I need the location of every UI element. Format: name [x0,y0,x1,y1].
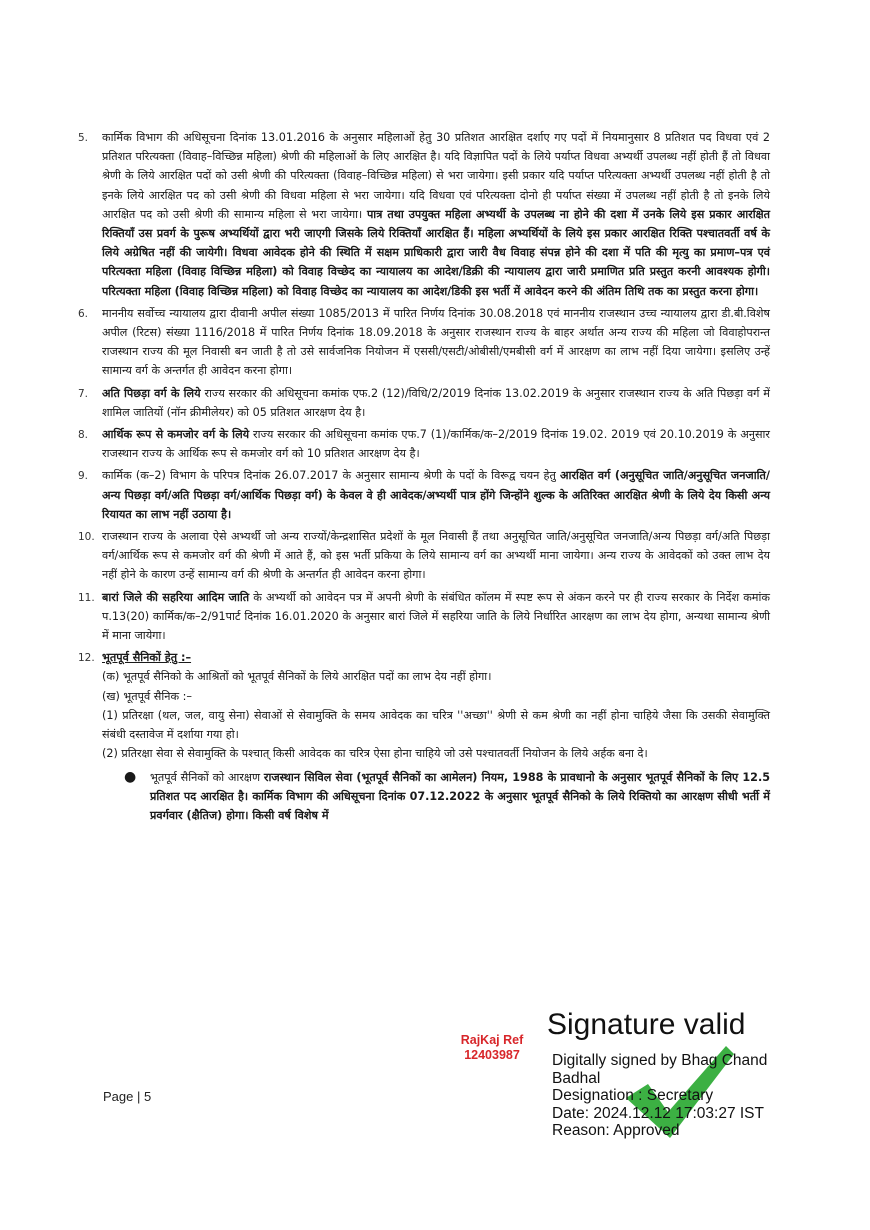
clause-number: 6. [78,307,89,320]
sub-clause-kha: (ख) भूतपूर्व सैनिक :– [102,689,192,703]
clause-number: 5. [78,132,89,144]
clause-text: राज्य सरकार की अधिसूचना कमांक एफ.2 (12)/विधि/2/2019 दिनांक 13.02.2019 के अनुसार राजस्थान राज्य के अति पिछड़ा वर्ग में शामिल जातियों (नॉन क्रीमीलेयर) को 05 प्रतिशत आरक्षण देय है। [102,386,770,419]
clause-number: 11. [78,591,95,604]
clause-number: 12. [78,652,95,665]
designation-line: Designation : Secretary [552,1087,714,1104]
clause-6 [78,304,770,381]
clause-number: 9. [78,470,89,483]
clause-9 [78,466,770,524]
clause-lead: आर्थिक रूप से कमजोर वर्ग के लिये [102,428,250,442]
rajkaj-reference [455,1033,529,1063]
clause-bold-text: पात्र तथा उपयुक्त महिला अभ्यर्थी के उपलब्ध ना होने की दशा में उनके लिये इस प्रकार आरक्षित रिक्तियॉं उस प्रवर्ग के पुरूष अभ्यर्थियों द्वारा भरी जाएगी जिसके लिये रिक्तियॉं आरक्षित हैं। महिला अभ्यर्थियों के लिये इस प्रकार आरक्षित रिक्ति पश्चातवर्ती वर्ष के लिये अग्रेषित नहीं की जायेगी। विधवा आवेदक होने की स्थिति में सक्षम प्राधिकारी द्वारा जारी वैध विवाह संपन्न होने की दशा में पति की मृत्यु का प्रमाण–पत्र एवं परित्यक्ता महिला (विवाह विच्छिन्न महिला) को विवाह विच्छेद का न्यायालय का आदेश/डिक्री की न्यायालय द्वारा जारी प्रमाणित प्रति प्रस्तुत करनी आवश्यक होगी। परित्यक्ता महिला (विवाह विच्छिन्न महिला) को विवाह विच्छेद का न्यायालय का आदेश/डिकी इस भर्ती में आवेदन करने की अंतिम तिथि तक का प्रस्तुत करना होगा। [102,207,771,298]
clause-text: कार्मिक (क–2) विभाग के परिपत्र दिनांक 26.07.2017 के अनुसार सामान्य श्रेणी के पदों के विरूद्व चयन हेतु [102,469,556,483]
bullet-text: भूतपूर्व सैनिकों को आरक्षण [150,770,261,784]
clause-text: माननीय सर्वोच्च न्यायालय द्वारा दीवानी अपील संख्या 1085/2013 में पारित निर्णय दिनांक 30.08.2018 एवं माननीय राजस्थान उच्च न्यायालय द्वारा डी.बी.विशेष अपील (रिटस) संख्या 1116/2018 में पारित निर्णय दिनांक 18.09.2018 के अनुसार राजस्थान राज्य के बाहर अर्थात अन्य राज्य की महिला जो विवाहोपरान्त राजस्थान राज्य की मूल निवासी बन जाती है तो उसे सार्वजनिक नियोजन में एससी/एसटी/ओबीसी/एमबीसी वर्ग में आरक्षण का लाभ नहीं दिया जायेगा। इसलिए उन्हें सामान्य वर्ग के अन्तर्गत ही आवेदन करना होगा। [102,306,770,378]
page-number: Page | 5 [103,1089,152,1104]
bullet-item [124,768,770,826]
clause-number: 7. [78,387,89,400]
clause-text: कार्मिक विभाग की अधिसूचना दिनांक 13.01.2016 के अनुसार महिलाओं हेतु 30 प्रतिशत आरक्षित दर्शाए गए पदों में नियमानुसार 8 प्रतिशत पद विधवा एवं 2 प्रतिशत परित्यक्ता (विवाह–विच्छिन्न महिला) श्रेणी की महिलाओं के लिए आरक्षित है। यदि विज्ञापित पदों के लिये पर्याप्त विधवा अभ्यर्थी उपलब्ध नहीं होती हैं तो विधवा श्रेणी के लिये आरक्षित पदों को उसी श्रेणी की परित्यक्ता (विवाह–विच्छिन्न महिला) से भरा जायेगा। इसी प्रकार यदि पर्याप्त परित्यक्ता अभ्यर्थी उपलब्ध नहीं होती है तो इनके लिये आरक्षित पद को उसी श्रेणी की विधवा महिला से भरा जायेगा। यदि विधवा एवं परित्यक्ता दोनो ही पर्याप्त संख्या में उपलब्ध नहीं होती है तो इनके लिये आरक्षित पद को उसी श्रेणी की सामान्य महिला से भरा जायेगा। [102,131,770,221]
clause-lead: अति पिछड़ा वर्ग के लिये [102,386,201,400]
clause-lead: बारां जिले की सहरिया आदिम जाति [102,590,250,604]
bullet-icon: ● [124,768,137,785]
clause-text: के अभ्यर्थी को आवेदन पत्र में अपनी श्रेणी के संबंधित कॉलम में स्पष्ट रूप से अंकन करने पर ही राज्य सरकार के निर्देश कमांक प.13(20) कार्मिक/क–2/91पार्ट दिनांक 16.01.2020 के अनुसार बारां जिले में सहरिया जाति के लिये निर्धारित आरक्षण का लाभ देय होगा, अन्यथा सामान्य श्रेणी में माना जायेगा। [102,590,770,643]
clause-number: 10. [78,531,95,544]
sub-clause-kha-1: (1) प्रतिरक्षा (थल, जल, वायु सेना) सेवाओं से सेवामुक्ति के समय आवेदक का चरित्र ''अच्छा'' श्रेणी से कम श्रेणी का नहीं होना चाहिये जैसा कि उसकी सेवामुक्ति संबंधी दस्तावेज में दर्शाया गया हो। [102,708,770,742]
date-line: Date: 2024.12.12 17:03:27 IST [552,1104,764,1122]
signature-title: Signature valid [547,1008,746,1041]
signer-surname: Badhal [552,1069,601,1087]
sub-clause-kha-2: (2) प्रतिरक्षा सेवा से सेवामुक्ति के पश्चात् किसी आवेदक का चरित्र ऐसा होना चाहिये जो उसे पश्चातवर्ती नियोजन के लिये अर्हक बना दे। [102,747,648,761]
ref-number: 12403987 [464,1048,520,1062]
bullet-bold-text: राजस्थान सिविल सेवा (भूतपूर्व सैनिकों का आमेलन) नियम, 1988 के प्रावधानो के अनुसार भूतपूर्व सैनिकों के लिए 12.5 प्रतिशत पद आरक्षित है। कार्मिक विभाग की अधिसूचना दिनांक 07.12.2022 के अनुसार भूतपूर्व सैनिको के लिये रिक्तियो का आरक्षण सीधी भर्ती में प्रवर्गवार (क्षैतिज) होगा। किसी वर्ष विशेष में [150,770,770,822]
signature-details [552,1052,767,1140]
clause-7 [78,384,770,422]
clause-12 [78,648,770,763]
clause-number: 8. [78,429,89,442]
clause-text: राजस्थान राज्य के अलावा ऐसे अभ्यर्थी जो अन्य राज्यों/केन्द्रशासित प्रदेशों के मूल निवासी हैं तथा अनुसूचित जाति/अनुसूचित जनजाति/अन्य पिछड़ा वर्ग/अति पिछड़ा वर्ग/आर्थिक रूप से कमजोर वर्ग की श्रेणी में आते हैं, को इस भर्ती प्रकिया के लिये सामान्य वर्ग का अभ्यर्थी माना जायेगा। अन्य राज्य के आवेदकों को उक्त लाभ देय नहीं होने के कारण उन्हें सामान्य वर्ग की श्रेणी के अन्तर्गत ही आवेदन करना होगा। [102,530,770,582]
sub-clause-ka: (क) भूतपूर्व सैनिको के आश्रितों को भूतपूर्व सैनिकों के लिये आरक्षित पदों का लाभ देय नहीं होगा। [102,670,492,684]
clause-8 [78,425,770,463]
clause-bold-text: आरक्षित वर्ग (अनुसूचित जाति/अनुसूचित जनजाति/अन्य पिछड़ा वर्ग/अति पिछड़ा वर्ग/आर्थिक पिछड़ा वर्ग) के केवल वे ही आवेदक/अभ्यर्थी पात्र होंगे जिन्होंने शुल्क के अतिरिक्त आरक्षित श्रेणी के लिये देय किसी अन्य रियायत का लाभ नहीं उठाया है। [102,469,770,521]
signed-by-line: Digitally signed by Bhag Chand [552,1052,768,1069]
clause-5 [78,128,770,301]
clause-text: राज्य सरकार की अधिसूचना कमांक एफ.7 (1)/कार्मिक/क–2/2019 दिनांक 19.02. 2019 एवं 20.10.2019 के अनुसार राजस्थान राज्य के आर्थिक रूप से कमजोर वर्ग को 10 प्रतिशत आरक्षण देय है। [102,428,770,461]
document-body [78,128,770,825]
clause-11 [78,588,770,646]
reason-line: Reason: Approved [552,1122,680,1139]
clause-10 [78,527,770,585]
clause-heading: भूतपूर्व सैनिकों हेतु :– [102,651,192,665]
ref-label: RajKaj Ref [460,1033,524,1047]
